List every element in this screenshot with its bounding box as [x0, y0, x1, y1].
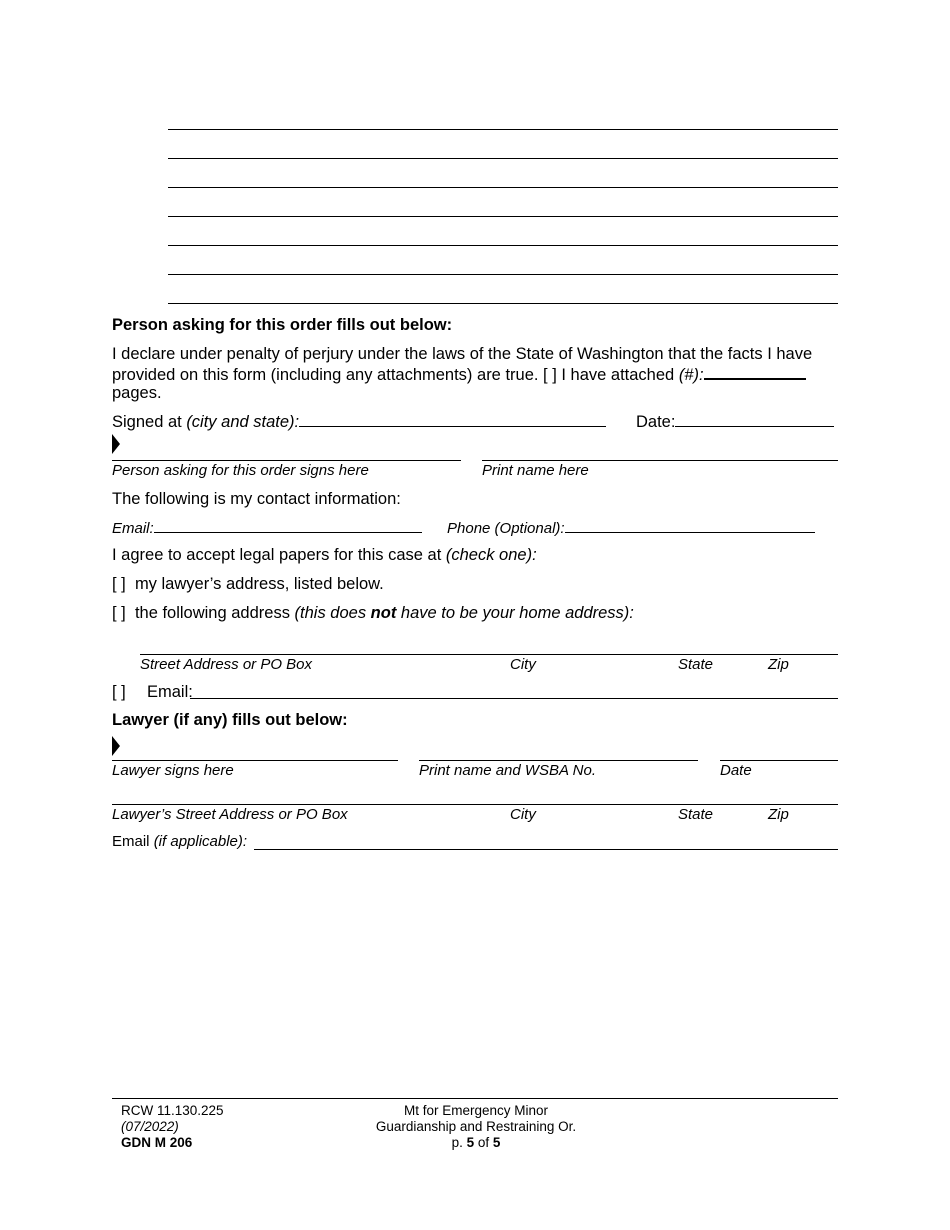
- address-zip-caption: Zip: [768, 656, 789, 673]
- option-lawyer-checkbox[interactable]: [ ]: [112, 575, 126, 593]
- answer-line-3[interactable]: [168, 187, 838, 188]
- option-address-note-a: (this does: [294, 604, 371, 622]
- address-street-caption: Street Address or PO Box: [140, 656, 313, 673]
- address-line[interactable]: [140, 654, 838, 655]
- lawyer-date-caption: Date: [720, 762, 752, 779]
- phone-row: [447, 518, 815, 537]
- lawyer-email-field[interactable]: [254, 849, 838, 850]
- lawyer-sign-arrow-icon: [112, 736, 120, 756]
- option-address-note-bold: not: [370, 604, 397, 622]
- footer-left: [121, 1103, 224, 1151]
- footer-page-total: 5: [492, 1135, 501, 1150]
- signed-at-italic: (city and state):: [186, 413, 300, 431]
- lawyer-email-label: Email: [112, 833, 154, 850]
- address-state-caption: State: [678, 656, 714, 673]
- footer-page-prefix: p.: [451, 1135, 467, 1150]
- footer-title-2: Guardianship and Restraining Or.: [375, 1119, 577, 1134]
- lawyer-email-italic: (if applicable):: [153, 833, 248, 850]
- signed-at-row: [112, 412, 606, 432]
- email-field[interactable]: [154, 518, 422, 533]
- accept-papers-text: [112, 546, 537, 565]
- date-row: [636, 412, 834, 432]
- footer-page-of: of: [474, 1135, 493, 1150]
- declaration-line-1: I declare under penalty of perjury under the laws of the State of Washington that the facts I have: [112, 345, 813, 363]
- answer-line-1[interactable]: [168, 129, 838, 130]
- signature-caption: Person asking for this order signs here: [112, 462, 369, 479]
- footer-center: [326, 1103, 626, 1151]
- accept-prefix: I agree to accept legal papers for this case at: [112, 546, 446, 564]
- lawyer-email-row: [112, 833, 247, 850]
- date-field[interactable]: [675, 412, 834, 427]
- lawyer-address-zip-caption: Zip: [768, 806, 789, 823]
- attached-pages-field[interactable]: [704, 364, 806, 380]
- footer-rule: [112, 1098, 838, 1099]
- declaration-text: provided on this form (including any attachments) are true. [ ] I have attached: [112, 366, 679, 384]
- address-city-caption: City: [510, 656, 536, 673]
- attached-pages-label: (#):: [678, 366, 704, 384]
- lawyer-address-state-caption: State: [678, 806, 714, 823]
- contact-intro: The following is my contact information:: [112, 490, 401, 508]
- footer-rcw: RCW 11.130.225: [121, 1103, 224, 1118]
- option-lawyer-label: my lawyer’s address, listed below.: [134, 575, 384, 593]
- answer-line-7[interactable]: [168, 303, 838, 304]
- lawyer-print-name-caption: Print name and WSBA No.: [419, 762, 597, 779]
- sign-arrow-icon: [112, 434, 120, 454]
- signed-at-field[interactable]: [299, 412, 606, 427]
- date-label: Date:: [636, 413, 676, 431]
- signed-at-label: Signed at: [112, 413, 187, 431]
- email-row: [112, 518, 422, 537]
- lawyer-signature-line[interactable]: [112, 760, 398, 761]
- option-email-field[interactable]: [190, 698, 838, 699]
- email-label: Email:: [112, 520, 154, 537]
- option-email-label: Email:: [147, 683, 193, 701]
- lawyer-section-heading: Lawyer (if any) fills out below:: [112, 711, 348, 729]
- answer-line-4[interactable]: [168, 216, 838, 217]
- option-address-note-b: have to be your home address):: [396, 604, 634, 622]
- answer-line-6[interactable]: [168, 274, 838, 275]
- footer-page-number: 5: [466, 1135, 475, 1150]
- option-address-checkbox[interactable]: [ ]: [112, 604, 126, 622]
- lawyer-print-name-line[interactable]: [419, 760, 698, 761]
- accept-italic: (check one):: [445, 546, 537, 564]
- option-email-checkbox[interactable]: [ ]: [112, 683, 126, 701]
- lawyer-address-line[interactable]: [112, 804, 838, 805]
- footer-form-id: GDN M 206: [121, 1135, 193, 1150]
- footer-date: (07/2022): [121, 1119, 179, 1134]
- signature-line[interactable]: [112, 460, 461, 461]
- print-name-caption: Print name here: [482, 462, 589, 479]
- footer-title-1: Mt for Emergency Minor: [403, 1103, 549, 1118]
- lawyer-signature-caption: Lawyer signs here: [112, 762, 234, 779]
- phone-label: Phone (Optional):: [447, 520, 565, 537]
- option-following-address: [112, 604, 634, 623]
- declaration-line-2: [112, 364, 806, 385]
- footer-page: [326, 1135, 626, 1151]
- option-address-label: the following address: [134, 604, 295, 622]
- print-name-line[interactable]: [482, 460, 838, 461]
- phone-field[interactable]: [565, 518, 815, 533]
- declaration-line-3: pages.: [112, 384, 162, 402]
- answer-line-5[interactable]: [168, 245, 838, 246]
- option-lawyer-address: [112, 575, 384, 594]
- answer-line-2[interactable]: [168, 158, 838, 159]
- person-section-heading: Person asking for this order fills out below:: [112, 316, 453, 334]
- lawyer-address-street-caption: Lawyer’s Street Address or PO Box: [112, 806, 348, 823]
- lawyer-date-line[interactable]: [720, 760, 838, 761]
- lawyer-address-city-caption: City: [510, 806, 536, 823]
